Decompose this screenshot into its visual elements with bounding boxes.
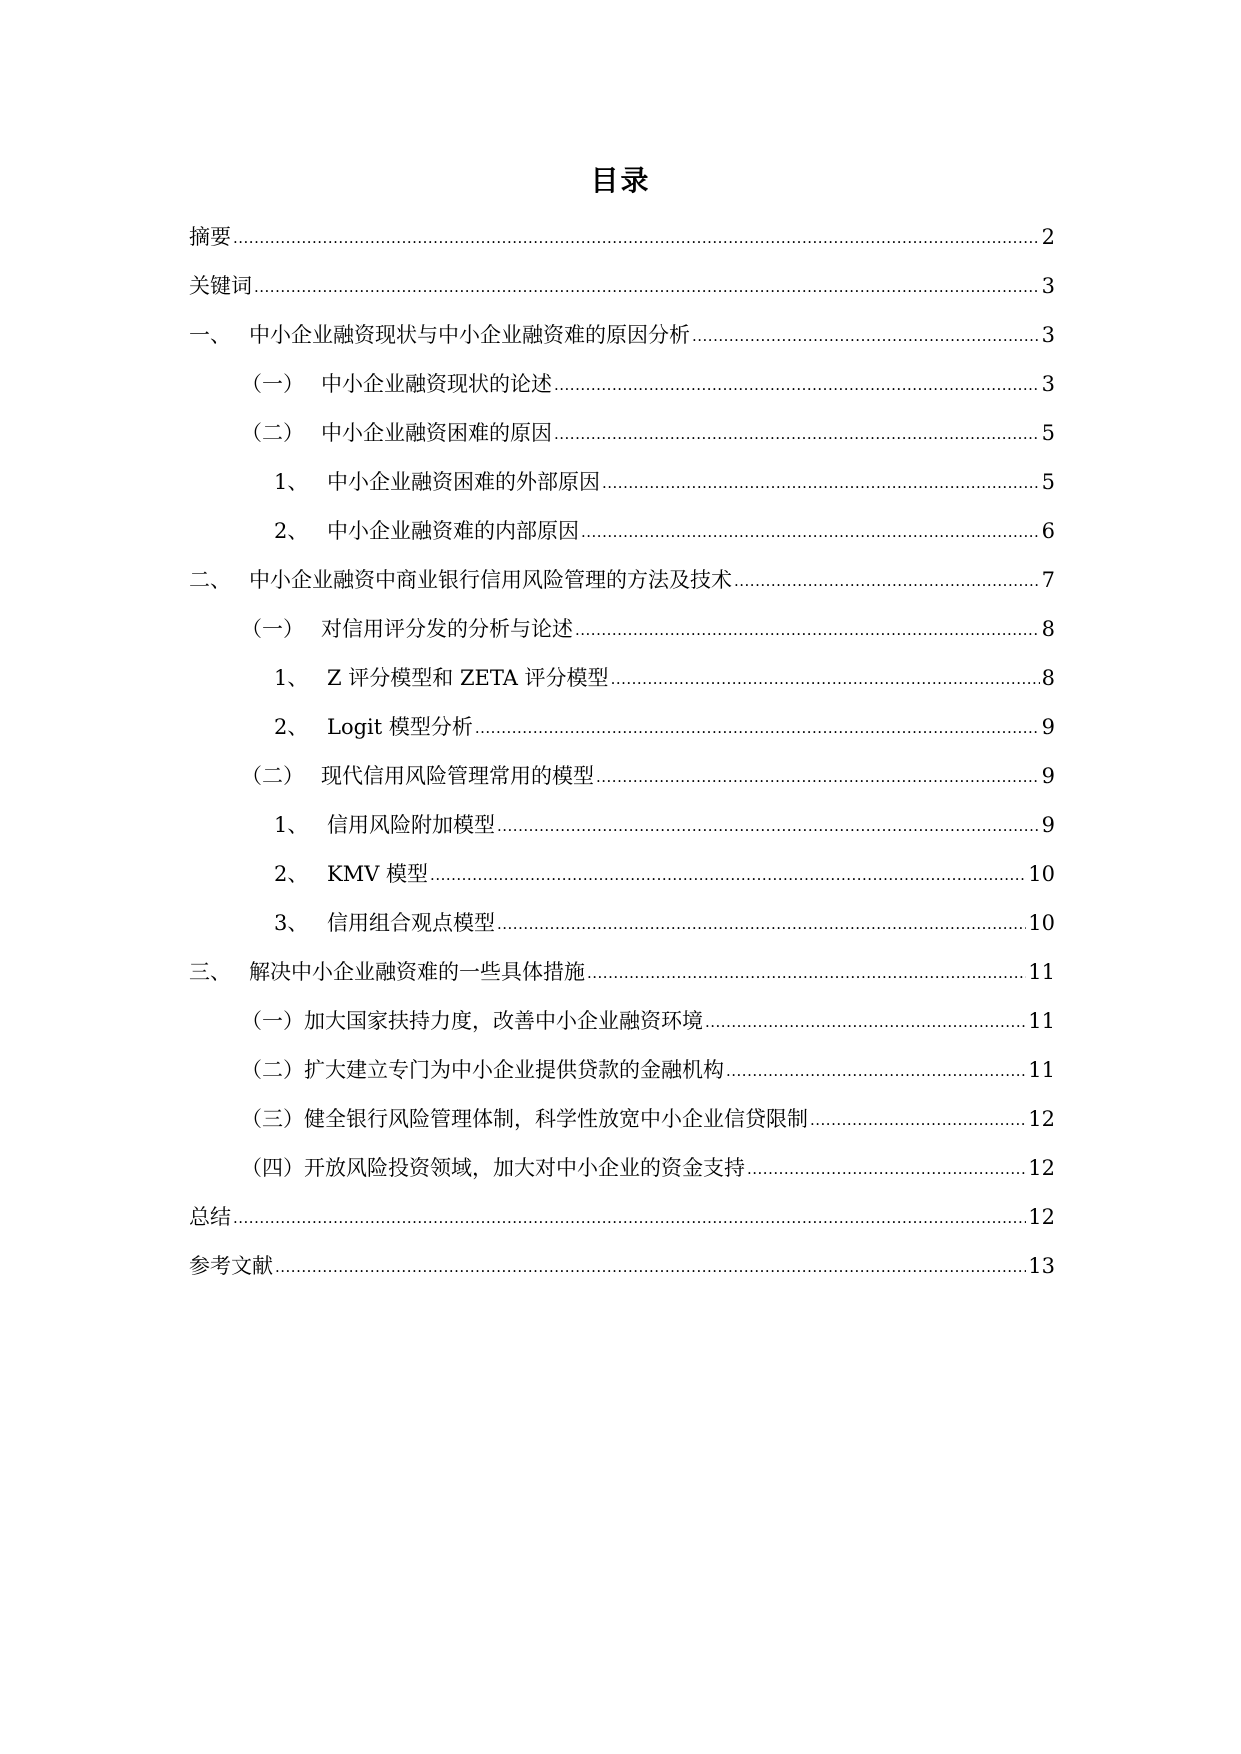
toc-entry-number: 三、 [189,960,231,984]
toc-dot-leader [587,956,1026,988]
toc-entry[interactable] [189,908,1055,957]
toc-entry-title: 对信用评分发的分析与论述 [321,617,573,641]
toc-entry-page-number: 3 [1041,274,1055,298]
toc-entry[interactable] [189,1055,1055,1104]
toc-dot-leader [747,1152,1026,1184]
toc-entry-title: （一）加大国家扶持力度，改善中小企业融资环境 [241,1009,703,1033]
toc-entry-number: 1、 [274,470,309,494]
toc-entry[interactable] [189,271,1055,320]
toc-entry-number: （一） [241,372,304,396]
toc-entry-number: 3、 [274,911,309,935]
toc-entry-title: 中小企业融资现状与中小企业融资难的原因分析 [249,323,690,347]
toc-entry[interactable] [189,1153,1055,1202]
toc-entry-page-number: 9 [1041,764,1055,788]
toc-entry[interactable] [189,1202,1055,1251]
toc-entry[interactable] [189,565,1055,614]
toc-entry-page-number: 3 [1041,372,1055,396]
toc-dot-leader [726,1054,1026,1086]
toc-entry[interactable] [189,810,1055,859]
toc-entry-page-number: 13 [1028,1254,1055,1278]
toc-entry-title: 信用风险附加模型 [327,813,495,837]
toc-dot-leader [705,1005,1026,1037]
toc-entry-title: 中小企业融资现状的论述 [321,372,552,396]
toc-dot-leader [734,564,1040,596]
toc-dot-leader [430,858,1026,890]
toc-entry-title: Logit 模型分析 [327,715,473,739]
toc-dot-leader [233,1201,1026,1233]
toc-entry-title: 中小企业融资中商业银行信用风险管理的方法及技术 [249,568,732,592]
toc-dot-leader [475,711,1040,743]
toc-entry-title: 摘要 [189,225,231,249]
toc-dot-leader [611,662,1040,694]
toc-entry-page-number: 8 [1041,666,1055,690]
toc-entry[interactable] [189,761,1055,810]
toc-entry[interactable] [189,418,1055,467]
toc-entry-page-number: 5 [1041,421,1055,445]
toc-entry-number: 二、 [189,568,231,592]
toc-entry[interactable] [189,1104,1055,1153]
toc-entry-page-number: 6 [1041,519,1055,543]
toc-entry[interactable] [189,663,1055,712]
toc-dot-leader [554,368,1040,400]
toc-list [189,222,1055,1300]
toc-entry-title: 关键词 [189,274,252,298]
toc-entry-page-number: 11 [1028,960,1055,984]
toc-entry-page-number: 9 [1041,813,1055,837]
toc-entry-title: 中小企业融资难的内部原因 [327,519,579,543]
toc-entry-page-number: 3 [1041,323,1055,347]
toc-title: 目录 [590,164,651,197]
toc-entry-title: 中小企业融资困难的原因 [321,421,552,445]
toc-dot-leader [602,466,1040,498]
toc-entry-page-number: 12 [1028,1107,1055,1131]
toc-dot-leader [233,221,1040,253]
toc-entry-number: 一、 [189,323,231,347]
toc-dot-leader [275,1250,1026,1282]
toc-entry-title: 现代信用风险管理常用的模型 [321,764,594,788]
toc-entry-title: （二）扩大建立专门为中小企业提供贷款的金融机构 [241,1058,724,1082]
toc-entry-title: （三）健全银行风险管理体制，科学性放宽中小企业信贷限制 [241,1107,808,1131]
toc-dot-leader [497,907,1026,939]
toc-dot-leader [581,515,1040,547]
toc-dot-leader [810,1103,1026,1135]
toc-dot-leader [596,760,1040,792]
toc-entry-page-number: 11 [1028,1009,1055,1033]
toc-entry[interactable] [189,1006,1055,1055]
toc-entry-page-number: 12 [1028,1205,1055,1229]
toc-entry-number: 2、 [274,519,309,543]
toc-entry[interactable] [189,712,1055,761]
toc-dot-leader [554,417,1040,449]
toc-entry-title: 解决中小企业融资难的一些具体措施 [249,960,585,984]
toc-entry-page-number: 12 [1028,1156,1055,1180]
toc-entry[interactable] [189,859,1055,908]
toc-entry-number: 1、 [274,666,309,690]
toc-entry-page-number: 9 [1041,715,1055,739]
toc-entry-title: KMV 模型 [327,862,429,886]
toc-entry-number: 2、 [274,715,309,739]
toc-dot-leader [254,270,1040,302]
toc-entry[interactable] [189,467,1055,516]
toc-entry-title: 信用组合观点模型 [327,911,495,935]
toc-entry-page-number: 7 [1041,568,1055,592]
toc-entry-page-number: 5 [1041,470,1055,494]
toc-entry-page-number: 11 [1028,1058,1055,1082]
toc-entry-title: 参考文献 [189,1254,273,1278]
toc-entry-number: （二） [241,764,304,788]
toc-entry-page-number: 8 [1041,617,1055,641]
toc-entry[interactable] [189,957,1055,1006]
toc-entry[interactable] [189,369,1055,418]
toc-entry[interactable] [189,614,1055,663]
toc-entry-number: 2、 [274,862,309,886]
toc-entry-page-number: 2 [1041,225,1055,249]
toc-entry[interactable] [189,222,1055,271]
toc-dot-leader [692,319,1040,351]
toc-entry[interactable] [189,1251,1055,1300]
toc-entry-title: 总结 [189,1205,231,1229]
toc-dot-leader [497,809,1040,841]
toc-entry-page-number: 10 [1028,862,1055,886]
toc-entry-number: （二） [241,421,304,445]
toc-entry[interactable] [189,516,1055,565]
toc-entry-title: 中小企业融资困难的外部原因 [327,470,600,494]
toc-entry-title: （四）开放风险投资领域，加大对中小企业的资金支持 [241,1156,745,1180]
toc-entry-number: （一） [241,617,304,641]
toc-entry-title: Z 评分模型和 ZETA 评分模型 [327,666,609,690]
toc-entry-number: 1、 [274,813,309,837]
toc-dot-leader [575,613,1040,645]
toc-entry[interactable] [189,320,1055,369]
toc-entry-page-number: 10 [1028,911,1055,935]
